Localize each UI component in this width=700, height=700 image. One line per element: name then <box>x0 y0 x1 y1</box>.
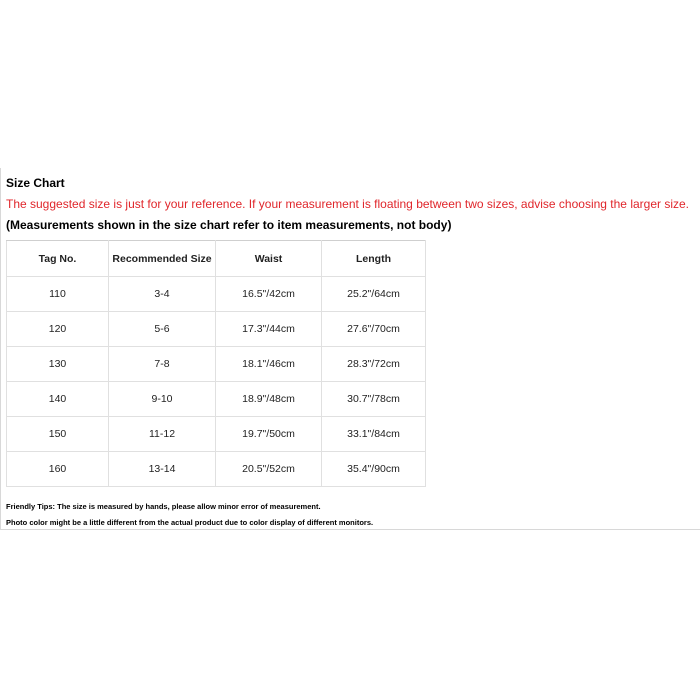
cell-recommended-size: 13-14 <box>109 452 216 487</box>
friendly-tip: Friendly Tips: The size is measured by hands, please allow minor error of measurement. <box>6 502 321 511</box>
cell-recommended-size: 11-12 <box>109 417 216 452</box>
page-title: Size Chart <box>6 176 65 190</box>
photo-color-note: Photo color might be a little different from the actual product due to color display of different monitors. <box>6 518 374 527</box>
cell-tag-no: 140 <box>7 382 109 417</box>
header-recommended-size: Recommended Size <box>109 241 216 277</box>
header-tag-no: Tag No. <box>7 241 109 277</box>
cell-waist: 19.7"/50cm <box>216 417 322 452</box>
cell-length: 27.6"/70cm <box>322 312 426 347</box>
cell-waist: 18.1"/46cm <box>216 347 322 382</box>
cell-tag-no: 110 <box>7 277 109 312</box>
cell-length: 25.2"/64cm <box>322 277 426 312</box>
header-length: Length <box>322 241 426 277</box>
table-row <box>7 312 426 347</box>
size-table <box>6 240 426 487</box>
cell-tag-no: 120 <box>7 312 109 347</box>
suggestion-note: The suggested size is just for your reference. If your measurement is floating between two sizes, advise choosing the larger size. <box>6 197 690 211</box>
measurement-note: (Measurements shown in the size chart refer to item measurements, not body) <box>6 218 452 232</box>
cell-length: 30.7"/78cm <box>322 382 426 417</box>
table-row <box>7 382 426 417</box>
table-row <box>7 277 426 312</box>
cell-recommended-size: 5-6 <box>109 312 216 347</box>
cell-recommended-size: 9-10 <box>109 382 216 417</box>
cell-length: 28.3"/72cm <box>322 347 426 382</box>
cell-recommended-size: 7-8 <box>109 347 216 382</box>
cell-waist: 18.9"/48cm <box>216 382 322 417</box>
cell-length: 33.1"/84cm <box>322 417 426 452</box>
table-row <box>7 452 426 487</box>
table-row <box>7 347 426 382</box>
cell-tag-no: 150 <box>7 417 109 452</box>
cell-waist: 16.5"/42cm <box>216 277 322 312</box>
table-row <box>7 417 426 452</box>
cell-length: 35.4"/90cm <box>322 452 426 487</box>
table-header-row <box>7 241 426 277</box>
cell-waist: 17.3"/44cm <box>216 312 322 347</box>
cell-tag-no: 160 <box>7 452 109 487</box>
cell-waist: 20.5"/52cm <box>216 452 322 487</box>
cell-tag-no: 130 <box>7 347 109 382</box>
header-waist: Waist <box>216 241 322 277</box>
cell-recommended-size: 3-4 <box>109 277 216 312</box>
